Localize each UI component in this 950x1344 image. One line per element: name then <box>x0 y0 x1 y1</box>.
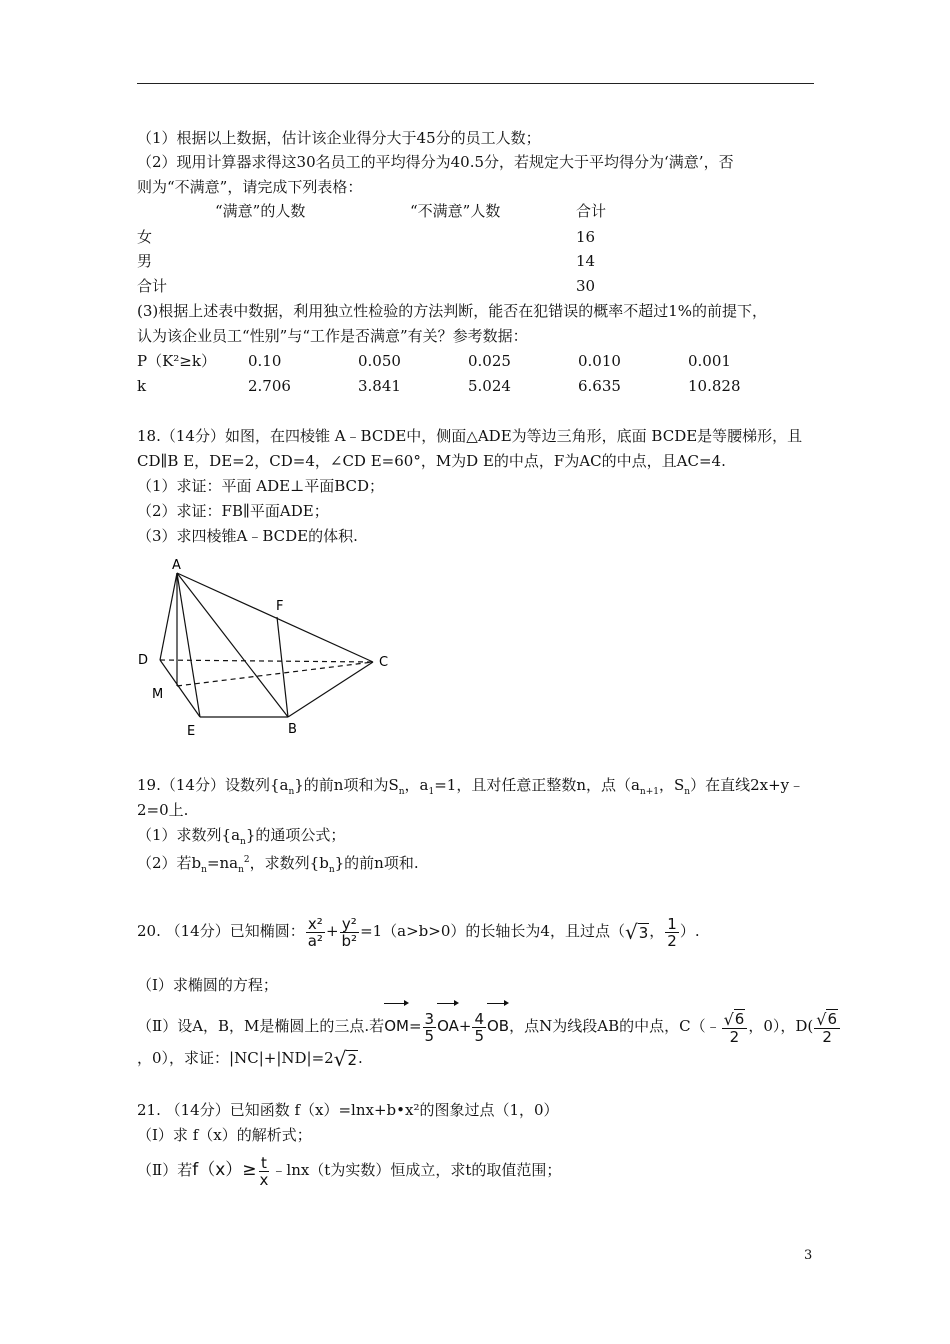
fraction-sqrt6-2: √ 6 2 <box>814 1009 840 1045</box>
q20-part2-line2: ，0），求证：|NC|+|ND|=2 √ 2 . <box>137 1047 363 1071</box>
ref-p-value: 0.010 <box>578 352 621 370</box>
q17-part1: （1）根据以上数据，估计该企业得分大于45分的员工人数； <box>137 129 541 147</box>
ref-p-label: P（K²≥k） <box>137 352 216 370</box>
table-header-unsatisfied: “不满意”人数 <box>410 202 501 220</box>
q19-stem-line1: 19.（14分）设数列$\{a_n\}$的前n项和为$S_n$，$a_1=1$，且对任意正整数n，点（$a_{n+1}$，$S_n$）在直线2x+y﹣ <box>137 776 805 797</box>
label-B: B <box>288 722 297 737</box>
label-E: E <box>187 724 196 739</box>
table-row-total: 30 <box>576 277 596 295</box>
sqrt-3: √ 3 <box>624 920 649 944</box>
ref-k-label: k <box>137 377 147 395</box>
pyramid-figure <box>130 555 400 745</box>
ref-k-value: 5.024 <box>468 377 511 395</box>
ref-k-value: 6.635 <box>578 377 621 395</box>
ref-k-value: 3.841 <box>358 377 401 395</box>
q19-sub2: （2）若$b_n=na_n^2$，求数列$\{b_n\}$的前n项和. <box>137 854 419 875</box>
table-row-label: 合计 <box>137 277 168 295</box>
q17-part3-line2: 认为该企业员工“性别”与“工作是否满意”有关？参考数据： <box>137 327 528 345</box>
ref-p-value: 0.050 <box>358 352 401 370</box>
label-M: M <box>152 687 164 702</box>
table-row-label: 女 <box>137 228 153 246</box>
sqrt-2: √ 2 <box>333 1047 357 1071</box>
edge-AD <box>160 573 177 660</box>
ref-k-value: 2.706 <box>248 377 291 395</box>
q21-stem: 21. （14分）已知函数 f（x）=lnx+b•x²的图象过点（1，0） <box>137 1101 559 1119</box>
label-D: D <box>138 653 149 668</box>
q21-part1: （Ⅰ）求 f（x）的解析式； <box>137 1126 312 1144</box>
q20-part1: （Ⅰ）求椭圆的方程； <box>137 976 278 994</box>
ref-k-value: 10.828 <box>688 377 741 395</box>
edge-DE <box>160 660 200 717</box>
edge-AE <box>177 573 200 717</box>
table-header-satisfied: “满意”的人数 <box>215 202 306 220</box>
q18-stem-line1: 18.（14分）如图，在四棱锥 A﹣BCDE中，侧面△ADE为等边三角形，底面 BCDE是等腰梯形，且 <box>137 427 803 445</box>
q18-sub1: （1）求证：平面 ADE⊥平面BCD； <box>137 477 385 495</box>
ref-p-value: 0.10 <box>248 352 282 370</box>
fraction-t-x: $\frac{t}{x}$ <box>259 1153 269 1189</box>
vector-OA: OA <box>437 1000 459 1048</box>
table-header-total: 合计 <box>576 202 607 220</box>
table-row-total: 16 <box>576 228 596 246</box>
q19-sub1: （1）求数列$\{a_n\}$的通项公式； <box>137 826 346 847</box>
fraction-y2-b2: $\frac{\text{y²}}{\text{b²}}$ <box>341 914 358 950</box>
edge-MC-dashed <box>177 662 373 686</box>
ref-p-value: 0.025 <box>468 352 511 370</box>
q20-part2-line1: （Ⅱ）设A，B，M是椭圆上的三点.若OM= $\frac{3}{5}$ OA+ $\frac{4}{5}$ OB，点N为线段AB的中点，C（﹣ √ 6 2 ，0），D( √ 6 2 <box>137 1000 841 1044</box>
label-F: F <box>276 599 284 614</box>
page-number: 3 <box>804 1248 813 1263</box>
q21-part2: （Ⅱ）若f（x）≥ $\frac{t}{x}$ ﹣lnx（t为实数）恒成立，求t的取值范围； <box>137 1153 562 1189</box>
label-C: C <box>379 655 389 670</box>
q18-sub3: （3）求四棱锥A﹣BCDE的体积. <box>137 527 358 545</box>
edge-BC <box>288 662 373 717</box>
fraction-x2-a2: $\frac{\text{x²}}{\text{a²}}$ <box>307 914 323 950</box>
edge-AB <box>177 573 288 717</box>
fraction-sqrt6-2: √ 6 2 <box>722 1009 748 1045</box>
edge-AC <box>177 573 373 662</box>
table-row-label: 男 <box>137 252 153 270</box>
edge-FB <box>277 617 288 717</box>
label-A: A <box>172 558 181 573</box>
q19-stem-line2: 2=0上. <box>137 801 189 819</box>
fraction-4-5: $\frac{4}{5}$ <box>474 1009 484 1045</box>
fraction-3-5: $\frac{3}{5}$ <box>424 1009 435 1045</box>
q17-part3-line1: (3)根据上述表中数据，利用独立性检验的方法判断，能否在犯错误的概率不超过1%的前提下， <box>137 302 768 320</box>
q17-part2-line2: 则为“不满意”，请完成下列表格： <box>137 178 363 196</box>
vector-OM: OM <box>384 1000 409 1048</box>
edge-DC-dashed <box>160 660 373 662</box>
q17-part2-line1: （2）现用计算器求得这30名员工的平均得分为40.5分，若规定大于平均得分为‘满意’，否 <box>137 153 734 171</box>
q18-stem-line2: CD∥B E，DE=2，CD=4，∠CD E=60°，M为D E的中点，F为AC的中点，且AC=4. <box>137 452 726 470</box>
table-row-total: 14 <box>576 252 596 270</box>
vector-OB: OB <box>487 1000 509 1048</box>
ref-p-value: 0.001 <box>688 352 731 370</box>
q20-stem: 20. （14分）已知椭圆： $\frac{\text{x²}}{\text{a²}}$ + $\frac{\text{y²}}{\text{b²}}$ =1（a>b>0）的长轴长为4，且过点（ √ 3 ， $\frac{1}{2}$ ）. <box>137 914 700 950</box>
q18-sub2: （2）求证：FB∥平面ADE； <box>137 502 329 520</box>
header-rule <box>137 83 814 84</box>
fraction-one-half: $\frac{1}{2}$ <box>667 914 677 950</box>
